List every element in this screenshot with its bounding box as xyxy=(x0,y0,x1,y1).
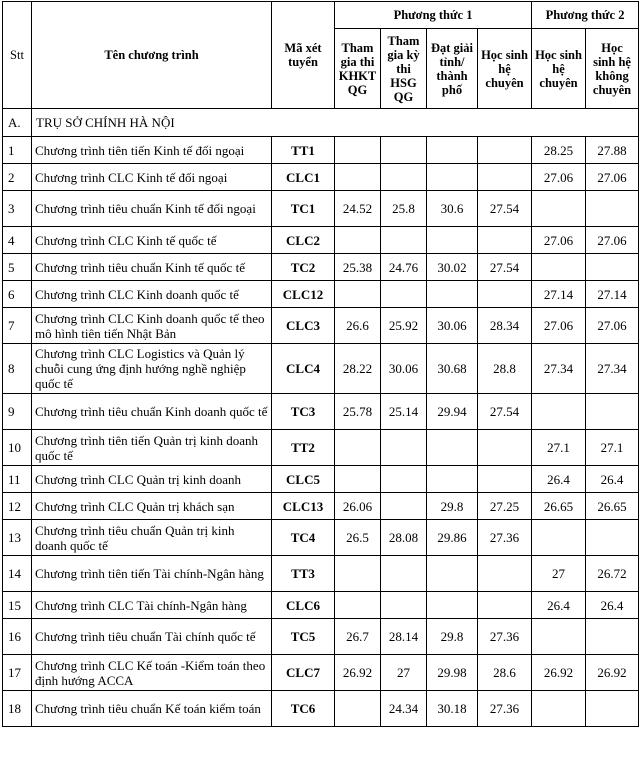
row-score-m1-provincial-award: 30.18 xyxy=(427,691,478,727)
row-score-m2-non-specialized: 27.06 xyxy=(586,164,639,191)
row-score-m1-khkt xyxy=(335,691,381,727)
row-score-m1-provincial-award xyxy=(427,164,478,191)
row-score-m2-specialized: 27.1 xyxy=(532,430,586,466)
row-admission-code: CLC4 xyxy=(272,344,335,394)
row-admission-code: CLC6 xyxy=(272,592,335,619)
row-score-m2-specialized xyxy=(532,520,586,556)
row-score-m2-specialized xyxy=(532,191,586,227)
header-m1-hsg: Tham gia kỳ thi HSG QG xyxy=(381,29,427,109)
row-stt: 11 xyxy=(3,466,32,493)
row-score-m1-provincial-award: 29.86 xyxy=(427,520,478,556)
row-score-m2-non-specialized: 27.88 xyxy=(586,137,639,164)
row-score-m1-provincial-award: 29.98 xyxy=(427,655,478,691)
row-score-m1-specialized: 27.36 xyxy=(478,520,532,556)
row-stt: 9 xyxy=(3,394,32,430)
row-stt: 14 xyxy=(3,556,32,592)
row-score-m2-specialized xyxy=(532,691,586,727)
row-stt: 2 xyxy=(3,164,32,191)
row-admission-code: CLC12 xyxy=(272,281,335,308)
row-score-m2-non-specialized: 27.06 xyxy=(586,227,639,254)
row-score-m2-specialized xyxy=(532,394,586,430)
row-score-m1-provincial-award: 29.8 xyxy=(427,493,478,520)
row-score-m1-specialized: 27.54 xyxy=(478,254,532,281)
table-row xyxy=(3,308,639,344)
header-m1-specialized: Học sinh hệ chuyên xyxy=(478,29,532,109)
table-row xyxy=(3,493,639,520)
row-stt: 12 xyxy=(3,493,32,520)
row-score-m2-non-specialized: 26.72 xyxy=(586,556,639,592)
row-score-m1-hsg: 28.08 xyxy=(381,520,427,556)
table-row xyxy=(3,227,639,254)
header-program-name: Tên chương trình xyxy=(32,2,272,109)
row-score-m1-hsg xyxy=(381,556,427,592)
row-score-m1-provincial-award: 30.68 xyxy=(427,344,478,394)
row-score-m1-khkt xyxy=(335,137,381,164)
table-row xyxy=(3,619,639,655)
row-score-m2-non-specialized xyxy=(586,619,639,655)
row-score-m2-specialized: 26.65 xyxy=(532,493,586,520)
row-score-m1-specialized xyxy=(478,137,532,164)
table-header xyxy=(3,2,639,109)
header-admission-code: Mã xét tuyển xyxy=(272,2,335,109)
row-score-m1-khkt xyxy=(335,556,381,592)
row-program-name: Chương trình tiêu chuẩn Kinh tế quốc tế xyxy=(32,254,272,281)
header-m1-khkt: Tham gia thi KHKT QG xyxy=(335,29,381,109)
row-stt: 1 xyxy=(3,137,32,164)
table-row xyxy=(3,344,639,394)
row-program-name: Chương trình tiêu chuẩn Kinh doanh quốc tế xyxy=(32,394,272,430)
row-score-m2-specialized xyxy=(532,254,586,281)
row-score-m1-provincial-award xyxy=(427,430,478,466)
row-stt: 5 xyxy=(3,254,32,281)
row-score-m1-specialized xyxy=(478,466,532,493)
row-score-m1-khkt: 26.6 xyxy=(335,308,381,344)
row-program-name: Chương trình CLC Kế toán -Kiểm toán theo định hướng ACCA xyxy=(32,655,272,691)
row-score-m1-provincial-award: 30.06 xyxy=(427,308,478,344)
row-admission-code: TC4 xyxy=(272,520,335,556)
row-program-name: Chương trình CLC Logistics và Quản lý chuỗi cung ứng định hướng nghề nghiệp quốc tế xyxy=(32,344,272,394)
row-score-m2-non-specialized xyxy=(586,394,639,430)
row-stt: 10 xyxy=(3,430,32,466)
header-method-1: Phương thức 1 xyxy=(335,2,532,29)
table-body xyxy=(3,109,639,727)
row-admission-code: TC6 xyxy=(272,691,335,727)
row-stt: 7 xyxy=(3,308,32,344)
row-score-m1-hsg: 25.92 xyxy=(381,308,427,344)
row-score-m1-khkt: 28.22 xyxy=(335,344,381,394)
row-score-m1-provincial-award xyxy=(427,137,478,164)
table-row xyxy=(3,655,639,691)
admission-score-table xyxy=(2,1,639,727)
row-score-m1-specialized xyxy=(478,227,532,254)
row-stt: 16 xyxy=(3,619,32,655)
row-score-m2-non-specialized xyxy=(586,520,639,556)
row-stt: 4 xyxy=(3,227,32,254)
table-row xyxy=(3,520,639,556)
row-score-m2-specialized: 27.34 xyxy=(532,344,586,394)
row-score-m1-khkt: 25.38 xyxy=(335,254,381,281)
row-score-m1-provincial-award: 29.8 xyxy=(427,619,478,655)
row-score-m1-provincial-award xyxy=(427,592,478,619)
row-admission-code: TT2 xyxy=(272,430,335,466)
header-m1-provincial-award: Đạt giải tỉnh/ thành phố xyxy=(427,29,478,109)
row-score-m2-specialized: 27 xyxy=(532,556,586,592)
row-score-m2-specialized: 27.14 xyxy=(532,281,586,308)
table-row xyxy=(3,254,639,281)
row-program-name: Chương trình CLC Kinh doanh quốc tế xyxy=(32,281,272,308)
row-program-name: Chương trình CLC Quản trị khách sạn xyxy=(32,493,272,520)
row-score-m1-specialized xyxy=(478,281,532,308)
row-score-m1-specialized xyxy=(478,592,532,619)
row-score-m1-specialized: 28.8 xyxy=(478,344,532,394)
header-m2-non-specialized: Học sinh hệ không chuyên xyxy=(586,29,639,109)
row-score-m1-khkt xyxy=(335,281,381,308)
row-admission-code: CLC5 xyxy=(272,466,335,493)
row-admission-code: TT1 xyxy=(272,137,335,164)
row-score-m1-provincial-award: 29.94 xyxy=(427,394,478,430)
row-program-name: Chương trình tiêu chuẩn Kế toán kiểm toán xyxy=(32,691,272,727)
header-stt: Stt xyxy=(3,2,32,109)
section-row xyxy=(3,109,639,137)
row-score-m1-hsg xyxy=(381,430,427,466)
row-score-m2-non-specialized xyxy=(586,254,639,281)
row-score-m1-khkt: 26.06 xyxy=(335,493,381,520)
row-score-m1-khkt: 26.92 xyxy=(335,655,381,691)
row-score-m1-khkt xyxy=(335,164,381,191)
row-score-m1-provincial-award xyxy=(427,466,478,493)
row-score-m2-specialized: 26.4 xyxy=(532,592,586,619)
row-admission-code: TT3 xyxy=(272,556,335,592)
row-score-m2-non-specialized: 27.34 xyxy=(586,344,639,394)
row-stt: 6 xyxy=(3,281,32,308)
row-score-m1-specialized xyxy=(478,556,532,592)
table-row xyxy=(3,137,639,164)
row-score-m2-specialized: 26.92 xyxy=(532,655,586,691)
row-score-m1-specialized: 27.54 xyxy=(478,191,532,227)
row-admission-code: CLC3 xyxy=(272,308,335,344)
row-program-name: Chương trình CLC Kinh doanh quốc tế theo mô hình tiên tiến Nhật Bản xyxy=(32,308,272,344)
row-admission-code: TC5 xyxy=(272,619,335,655)
row-score-m2-specialized: 26.4 xyxy=(532,466,586,493)
row-score-m1-provincial-award xyxy=(427,556,478,592)
row-admission-code: TC3 xyxy=(272,394,335,430)
row-score-m1-khkt xyxy=(335,592,381,619)
row-program-name: Chương trình tiêu chuẩn Kinh tế đối ngoại xyxy=(32,191,272,227)
row-score-m1-provincial-award xyxy=(427,281,478,308)
row-score-m1-khkt xyxy=(335,430,381,466)
row-score-m1-specialized xyxy=(478,164,532,191)
row-score-m1-specialized: 27.25 xyxy=(478,493,532,520)
row-program-name: Chương trình tiêu chuẩn Tài chính quốc tế xyxy=(32,619,272,655)
row-score-m1-hsg: 25.14 xyxy=(381,394,427,430)
row-score-m1-hsg xyxy=(381,137,427,164)
table-row xyxy=(3,281,639,308)
section-letter: A. xyxy=(3,109,32,137)
table-row xyxy=(3,430,639,466)
row-admission-code: TC2 xyxy=(272,254,335,281)
row-program-name: Chương trình tiên tiến Kinh tế đối ngoại xyxy=(32,137,272,164)
row-stt: 3 xyxy=(3,191,32,227)
row-score-m1-khkt xyxy=(335,227,381,254)
row-admission-code: CLC13 xyxy=(272,493,335,520)
row-score-m2-non-specialized: 27.06 xyxy=(586,308,639,344)
row-score-m1-hsg: 24.34 xyxy=(381,691,427,727)
row-score-m2-non-specialized: 26.4 xyxy=(586,466,639,493)
row-admission-code: CLC7 xyxy=(272,655,335,691)
table-row xyxy=(3,691,639,727)
row-score-m1-hsg: 25.8 xyxy=(381,191,427,227)
row-score-m2-non-specialized xyxy=(586,691,639,727)
section-title: TRỤ SỞ CHÍNH HÀ NỘI xyxy=(32,109,639,137)
row-score-m1-specialized: 27.54 xyxy=(478,394,532,430)
row-score-m1-provincial-award: 30.6 xyxy=(427,191,478,227)
row-score-m2-specialized xyxy=(532,619,586,655)
table-row xyxy=(3,394,639,430)
row-admission-code: TC1 xyxy=(272,191,335,227)
row-score-m2-non-specialized: 26.65 xyxy=(586,493,639,520)
row-program-name: Chương trình tiên tiến Quản trị kinh doanh quốc tế xyxy=(32,430,272,466)
row-stt: 18 xyxy=(3,691,32,727)
header-m2-specialized: Học sinh hệ chuyên xyxy=(532,29,586,109)
row-stt: 17 xyxy=(3,655,32,691)
row-score-m1-hsg xyxy=(381,164,427,191)
row-score-m1-hsg: 24.76 xyxy=(381,254,427,281)
row-admission-code: CLC2 xyxy=(272,227,335,254)
row-score-m1-khkt: 26.7 xyxy=(335,619,381,655)
row-stt: 13 xyxy=(3,520,32,556)
row-score-m2-specialized: 27.06 xyxy=(532,308,586,344)
table-row xyxy=(3,592,639,619)
row-program-name: Chương trình CLC Kinh tế quốc tế xyxy=(32,227,272,254)
row-score-m2-specialized: 28.25 xyxy=(532,137,586,164)
row-score-m2-specialized: 27.06 xyxy=(532,164,586,191)
row-program-name: Chương trình CLC Quản trị kinh doanh xyxy=(32,466,272,493)
header-method-2: Phương thức 2 xyxy=(532,2,639,29)
row-score-m1-khkt xyxy=(335,466,381,493)
row-program-name: Chương trình tiêu chuẩn Quản trị kinh doanh quốc tế xyxy=(32,520,272,556)
row-program-name: Chương trình tiên tiến Tài chính-Ngân hàng xyxy=(32,556,272,592)
row-score-m1-provincial-award xyxy=(427,227,478,254)
row-score-m1-khkt: 26.5 xyxy=(335,520,381,556)
table-row xyxy=(3,466,639,493)
row-score-m1-khkt: 25.78 xyxy=(335,394,381,430)
row-score-m1-hsg xyxy=(381,592,427,619)
row-score-m2-non-specialized: 26.92 xyxy=(586,655,639,691)
row-score-m1-specialized: 27.36 xyxy=(478,619,532,655)
row-score-m1-hsg: 30.06 xyxy=(381,344,427,394)
row-score-m2-non-specialized: 26.4 xyxy=(586,592,639,619)
row-score-m1-hsg xyxy=(381,493,427,520)
row-admission-code: CLC1 xyxy=(272,164,335,191)
row-score-m2-non-specialized: 27.14 xyxy=(586,281,639,308)
row-stt: 15 xyxy=(3,592,32,619)
row-score-m1-hsg xyxy=(381,281,427,308)
row-score-m1-hsg xyxy=(381,227,427,254)
row-program-name: Chương trình CLC Kinh tế đối ngoại xyxy=(32,164,272,191)
row-score-m2-non-specialized: 27.1 xyxy=(586,430,639,466)
table-row xyxy=(3,191,639,227)
row-score-m1-khkt: 24.52 xyxy=(335,191,381,227)
row-stt: 8 xyxy=(3,344,32,394)
row-score-m1-specialized: 28.34 xyxy=(478,308,532,344)
row-score-m1-specialized: 27.36 xyxy=(478,691,532,727)
row-score-m1-hsg: 27 xyxy=(381,655,427,691)
row-score-m1-hsg xyxy=(381,466,427,493)
row-score-m1-specialized: 28.6 xyxy=(478,655,532,691)
table-row xyxy=(3,556,639,592)
row-score-m1-specialized xyxy=(478,430,532,466)
row-score-m1-provincial-award: 30.02 xyxy=(427,254,478,281)
row-score-m1-hsg: 28.14 xyxy=(381,619,427,655)
row-score-m2-non-specialized xyxy=(586,191,639,227)
row-program-name: Chương trình CLC Tài chính-Ngân hàng xyxy=(32,592,272,619)
table-row xyxy=(3,164,639,191)
row-score-m2-specialized: 27.06 xyxy=(532,227,586,254)
